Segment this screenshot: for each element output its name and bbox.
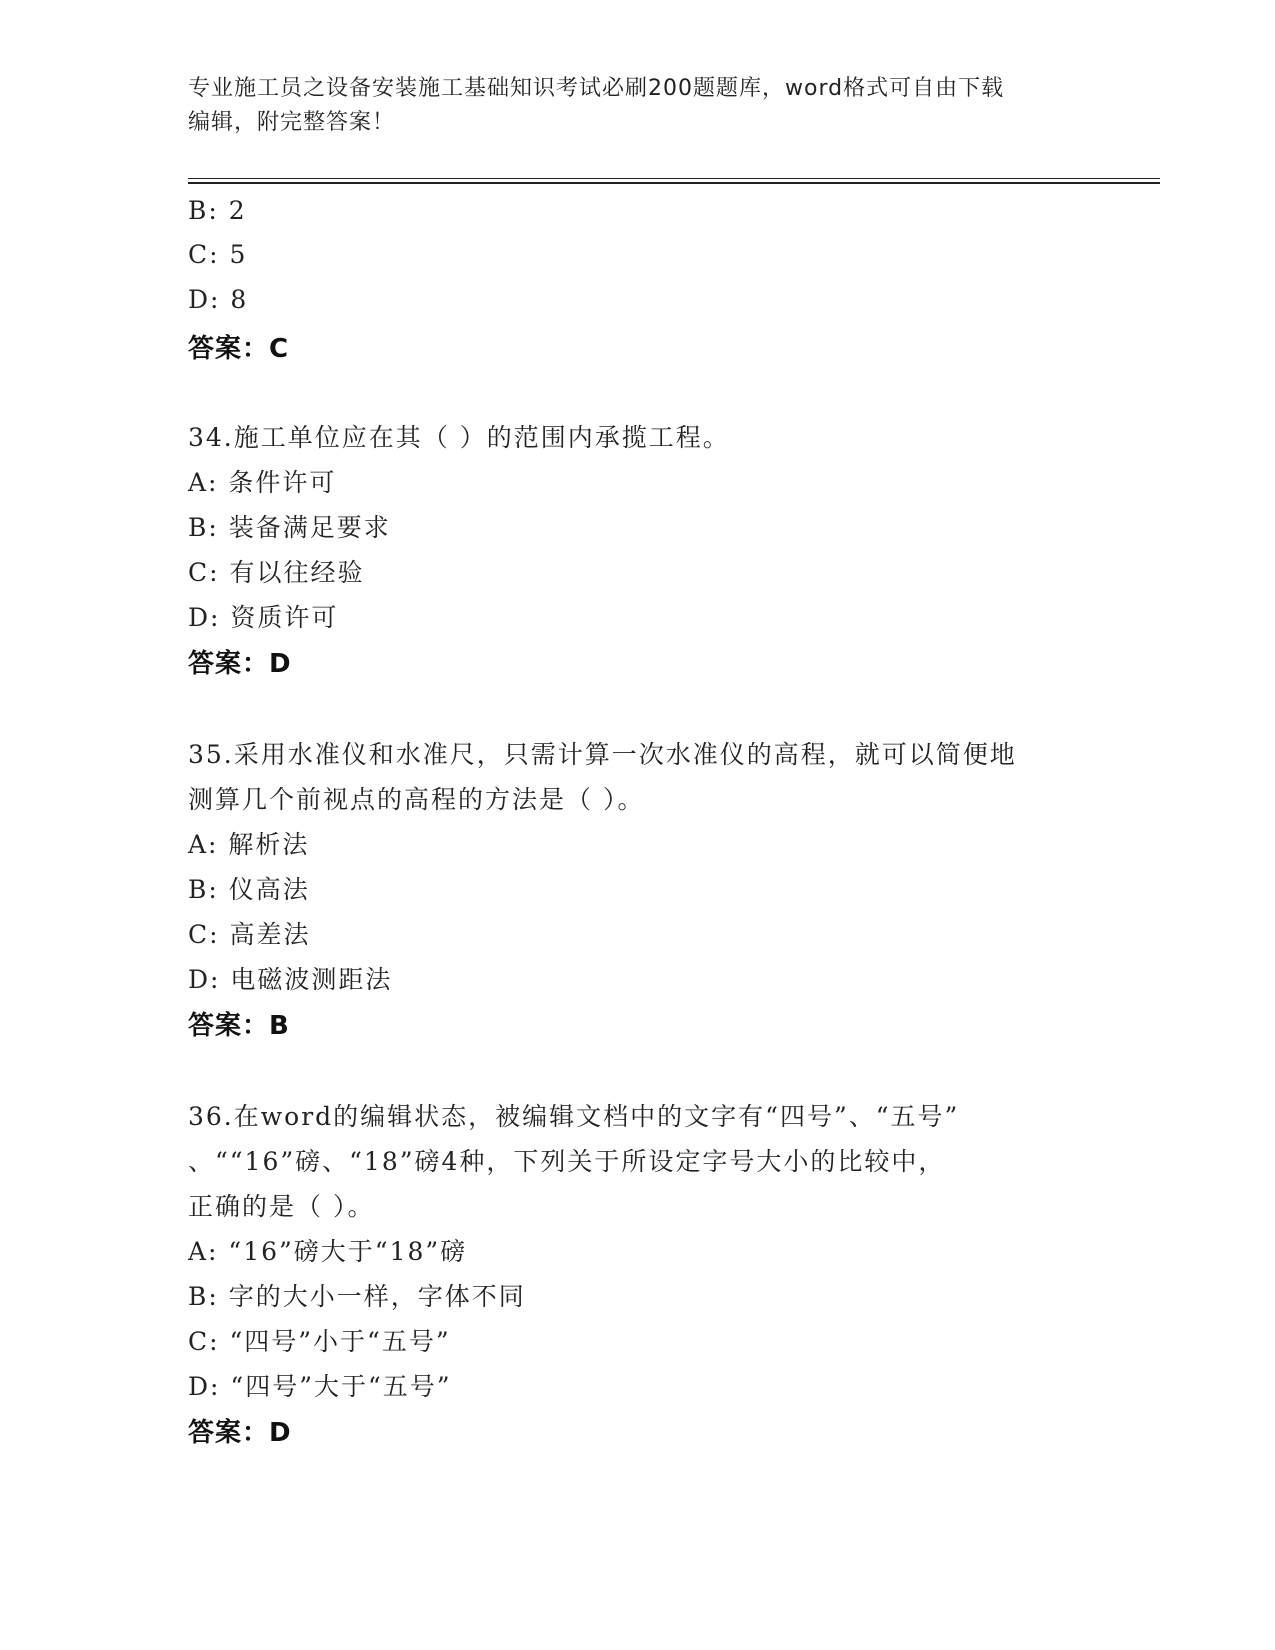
q35-answer: 答案：B [188, 1011, 290, 1041]
q36-option-c: C: “四号”小于“五号” [188, 1327, 451, 1356]
q34-stem: 34.施工单位应在其（ ）的范围内承揽工程。 [188, 423, 730, 452]
q33-option-c: C: 5 [188, 240, 248, 269]
q34-option-c: C: 有以往经验 [188, 558, 365, 587]
header-rule-thin [188, 178, 1160, 179]
q34-option-a: A: 条件许可 [188, 468, 337, 497]
q33-answer: 答案：C [188, 334, 290, 364]
q33-option-b: B: 2 [188, 196, 247, 225]
q35-option-d: D: 电磁波测距法 [188, 965, 393, 994]
q35-option-c: C: 高差法 [188, 920, 311, 949]
q36-stem-line-2: 、““16”磅、“18”磅4种，下列关于所设定字号大小的比较中， [188, 1147, 946, 1176]
q36-option-a: A: “16”磅大于“18”磅 [188, 1237, 468, 1266]
q34-answer: 答案：D [188, 649, 292, 679]
q34-option-b: B: 装备满足要求 [188, 513, 391, 542]
header-line-2: 编辑，附完整答案！ [188, 110, 396, 135]
q36-stem-line-3: 正确的是（ ）。 [188, 1192, 375, 1221]
q36-option-b: B: 字的大小一样，字体不同 [188, 1282, 526, 1311]
q35-option-a: A: 解析法 [188, 830, 310, 859]
q34-option-d: D: 资质许可 [188, 603, 339, 632]
q36-answer: 答案：D [188, 1418, 292, 1448]
q35-stem-line-2: 测算几个前视点的高程的方法是（ ）。 [188, 785, 645, 814]
q33-option-d: D: 8 [188, 285, 249, 314]
q36-option-d: D: “四号”大于“五号” [188, 1372, 452, 1401]
q36-stem-line-1: 36.在word的编辑状态，被编辑文档中的文字有“四号”、“五号” [188, 1102, 960, 1131]
q35-option-b: B: 仪高法 [188, 875, 310, 904]
header-rule-thick [188, 182, 1160, 184]
q35-stem-line-1: 35.采用水准仪和水准尺，只需计算一次水准仪的高程，就可以简便地 [188, 740, 1017, 769]
header-line-1: 专业施工员之设备安装施工基础知识考试必刷200题题库，word格式可自由下载 [188, 76, 1005, 101]
document-header [188, 72, 1088, 140]
